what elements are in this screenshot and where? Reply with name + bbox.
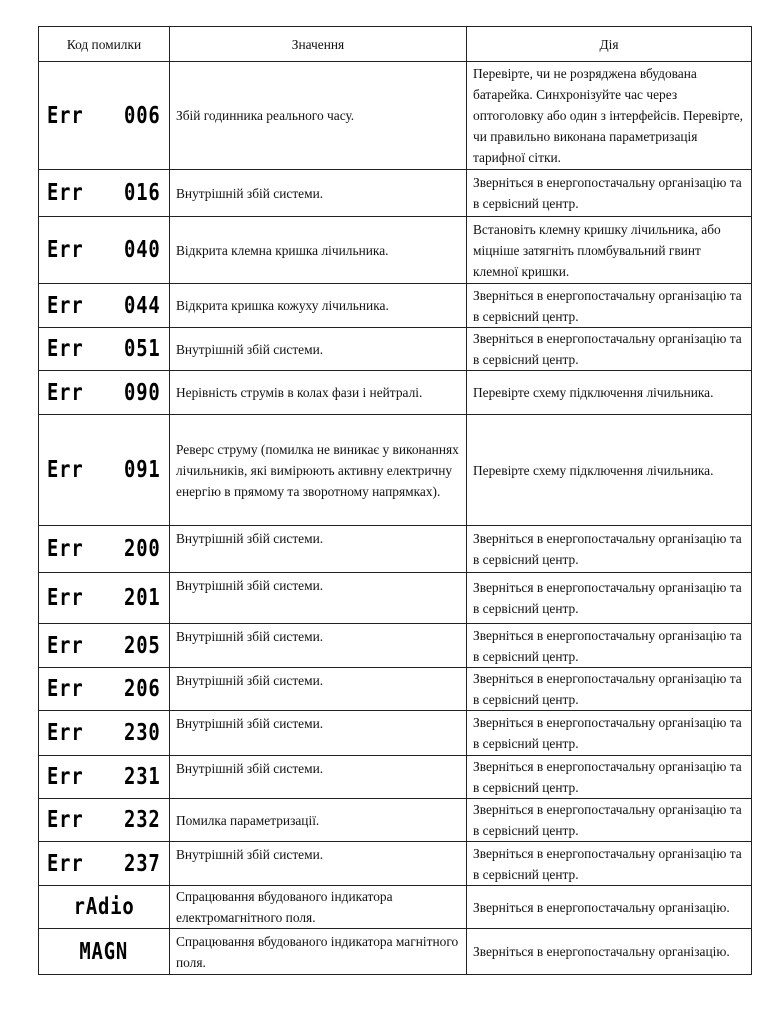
error-code-cell [39, 284, 170, 328]
lcd-code-word: Err [47, 379, 84, 406]
lcd-code-number: 091 [124, 457, 161, 483]
error-code-cell [39, 170, 170, 217]
error-code-cell [39, 624, 170, 668]
error-codes-table-wrapper [38, 26, 751, 975]
error-meaning-cell: Відкрита клемна кришка лічильника. [170, 217, 467, 284]
lcd-code-word: Err [47, 292, 84, 319]
lcd-error-code [43, 633, 165, 659]
error-action-cell: Встановіть клемну кришку лічильника, або міцніше затягніть пломбувальний гвинт клемної кришки. [467, 217, 752, 284]
table-row [39, 170, 752, 217]
lcd-error-code [43, 894, 165, 920]
error-code-cell [39, 371, 170, 415]
header-action: Дія [467, 27, 752, 62]
lcd-code-word: Err [47, 720, 84, 746]
error-code-cell [39, 668, 170, 711]
table-row [39, 217, 752, 284]
error-action-cell: Зверніться в енергопостачальну організацію та в сервісний центр. [467, 799, 752, 842]
table-row [39, 328, 752, 371]
table-row [39, 371, 752, 415]
error-meaning-cell: Внутрішній збій системи. [170, 328, 467, 371]
lcd-error-code [43, 103, 165, 129]
lcd-code-word: Err [47, 807, 84, 833]
error-meaning-cell: Помилка параметризації. [170, 799, 467, 842]
error-action-cell: Зверніться в енергопостачальну організацію та в сервісний центр. [467, 328, 752, 371]
lcd-error-code [43, 336, 165, 362]
error-code-cell [39, 842, 170, 886]
table-row [39, 668, 752, 711]
table-body [39, 62, 752, 975]
error-meaning-cell: Внутрішній збій системи. [170, 711, 467, 756]
lcd-code-number: 051 [124, 336, 161, 362]
lcd-code-word: Err [47, 676, 84, 702]
lcd-error-code [43, 380, 165, 406]
table-row [39, 526, 752, 573]
header-error-code: Код помилки [39, 27, 170, 62]
lcd-code-word: MAGN [79, 938, 129, 965]
error-action-cell: Зверніться в енергопостачальну організацію та в сервісний центр. [467, 624, 752, 668]
lcd-code-word: Err [47, 457, 84, 483]
error-meaning-cell: Внутрішній збій системи. [170, 573, 467, 624]
lcd-code-word: Err [47, 585, 84, 611]
lcd-error-code [43, 536, 165, 562]
error-meaning-cell: Внутрішній збій системи. [170, 624, 467, 668]
error-code-cell [39, 929, 170, 975]
lcd-code-number: 231 [124, 764, 161, 790]
table-row [39, 284, 752, 328]
error-code-cell [39, 711, 170, 756]
error-meaning-cell: Внутрішній збій системи. [170, 842, 467, 886]
error-meaning-cell: Внутрішній збій системи. [170, 668, 467, 711]
error-action-cell: Зверніться в енергопостачальну організацію та в сервісний центр. [467, 842, 752, 886]
lcd-error-code [43, 293, 165, 319]
lcd-code-word: Err [47, 336, 84, 362]
lcd-code-word: Err [47, 850, 84, 877]
lcd-error-code [43, 585, 165, 611]
error-meaning-cell: Спрацювання вбудованого індикатора магнітного поля. [170, 929, 467, 975]
error-meaning-cell: Реверс струму (помилка не виникає у виконаннях лічильників, які вимірюють активну електричну енергію в прямому та зворотному напрямках). [170, 415, 467, 526]
error-code-cell [39, 62, 170, 170]
table-row [39, 711, 752, 756]
lcd-error-code [43, 939, 165, 965]
lcd-code-word: rAdio [73, 894, 135, 920]
error-code-cell [39, 886, 170, 929]
lcd-code-number: 090 [124, 379, 161, 406]
lcd-error-code [43, 457, 165, 483]
table-row [39, 62, 752, 170]
error-action-cell: Зверніться в енергопостачальну організацію та в сервісний центр. [467, 170, 752, 217]
error-action-cell: Зверніться в енергопостачальну організацію. [467, 886, 752, 929]
error-meaning-cell: Відкрита кришка кожуху лічильника. [170, 284, 467, 328]
error-codes-table [38, 26, 752, 975]
lcd-error-code [43, 764, 165, 790]
lcd-code-word: Err [47, 102, 84, 129]
error-code-cell [39, 526, 170, 573]
table-row [39, 415, 752, 526]
error-meaning-cell: Внутрішній збій системи. [170, 756, 467, 799]
table-row [39, 842, 752, 886]
error-code-cell [39, 799, 170, 842]
error-meaning-cell: Внутрішній збій системи. [170, 170, 467, 217]
error-code-cell [39, 328, 170, 371]
lcd-error-code [43, 851, 165, 877]
lcd-code-word: Err [47, 764, 84, 790]
error-action-cell: Зверніться в енергопостачальну організацію. [467, 929, 752, 975]
error-code-cell [39, 217, 170, 284]
lcd-code-number: 206 [124, 676, 161, 702]
lcd-code-number: 016 [124, 180, 161, 206]
error-code-cell [39, 415, 170, 526]
error-action-cell: Перевірте схему підключення лічильника. [467, 371, 752, 415]
lcd-code-number: 044 [124, 292, 161, 319]
lcd-error-code [43, 720, 165, 746]
lcd-code-number: 237 [124, 850, 161, 877]
table-row [39, 799, 752, 842]
header-meaning: Значення [170, 27, 467, 62]
lcd-code-number: 232 [124, 807, 161, 833]
lcd-code-word: Err [47, 180, 84, 206]
error-action-cell: Перевірте схему підключення лічильника. [467, 415, 752, 526]
lcd-code-number: 201 [124, 585, 161, 611]
lcd-code-number: 230 [124, 720, 161, 746]
error-code-cell [39, 756, 170, 799]
lcd-code-number: 200 [124, 536, 161, 562]
lcd-error-code [43, 676, 165, 702]
error-meaning-cell: Спрацювання вбудованого індикатора електромагнітного поля. [170, 886, 467, 929]
error-meaning-cell: Нерівність струмів в колах фази і нейтралі. [170, 371, 467, 415]
error-action-cell: Зверніться в енергопостачальну організацію та в сервісний центр. [467, 756, 752, 799]
table-header-row [39, 27, 752, 62]
lcd-code-number: 006 [124, 102, 161, 129]
error-code-cell [39, 573, 170, 624]
lcd-error-code [43, 180, 165, 206]
table-row [39, 573, 752, 624]
table-row [39, 886, 752, 929]
error-action-cell: Зверніться в енергопостачальну організацію та в сервісний центр. [467, 573, 752, 624]
lcd-code-word: Err [47, 632, 84, 659]
error-action-cell: Перевірте, чи не розряджена вбудована батарейка. Синхронізуйте час через оптоголовку або один з інтерфейсів. Перевірте, чи правильно виконана параметризація тарифної сітки. [467, 62, 752, 170]
table-row [39, 624, 752, 668]
table-row [39, 929, 752, 975]
lcd-error-code [43, 807, 165, 833]
lcd-code-word: Err [47, 536, 84, 562]
error-action-cell: Зверніться в енергопостачальну організацію та в сервісний центр. [467, 668, 752, 711]
table-row [39, 756, 752, 799]
error-action-cell: Зверніться в енергопостачальну організацію та в сервісний центр. [467, 711, 752, 756]
error-action-cell: Зверніться в енергопостачальну організацію та в сервісний центр. [467, 284, 752, 328]
lcd-error-code [43, 237, 165, 263]
lcd-code-number: 205 [124, 632, 161, 659]
lcd-code-number: 040 [124, 237, 161, 263]
lcd-code-word: Err [47, 237, 84, 263]
error-action-cell: Зверніться в енергопостачальну організацію та в сервісний центр. [467, 526, 752, 573]
error-meaning-cell: Збій годинника реального часу. [170, 62, 467, 170]
error-meaning-cell: Внутрішній збій системи. [170, 526, 467, 573]
